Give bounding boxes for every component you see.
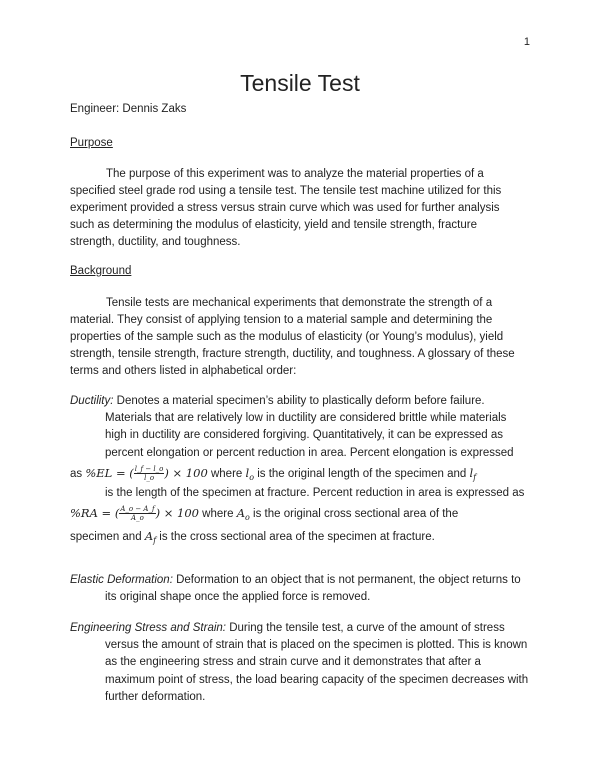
ductility-text-6: is the cross sectional area of the specimen at fracture.: [159, 531, 435, 544]
ductility-text-2: is the original length of the specimen and: [257, 467, 467, 480]
ra-numerator: A_o − A_f: [120, 505, 155, 514]
el-denominator: l_o: [144, 474, 155, 483]
elastic-term: Elastic Deformation:: [70, 574, 173, 586]
ductility-text-3: is the length of the specimen at fracture. Percent reduction in area is expressed as: [105, 486, 525, 499]
formula-line-el: [70, 462, 530, 485]
page-number: 1: [523, 36, 530, 48]
glossary-engineering: [70, 620, 530, 706]
background-heading: Background: [70, 265, 132, 277]
lo-symbol: l: [245, 465, 250, 480]
el-fraction: [134, 465, 165, 482]
ra-denominator: A_o: [131, 514, 144, 523]
glossary-elastic: [70, 572, 530, 606]
as-word: as: [70, 467, 83, 480]
ductility-text-5: specimen and: [70, 531, 142, 544]
formula-line-ra: [70, 502, 530, 525]
ra-lhs: %RA = (: [70, 506, 120, 521]
purpose-paragraph: [70, 166, 516, 251]
ao-subscript: o: [245, 513, 250, 523]
where-2: where: [202, 508, 234, 521]
ra-fraction: [119, 505, 155, 522]
ductility-text-4: is the original cross sectional area of the: [253, 508, 459, 521]
engineer-line: Engineer: Dennis Zaks: [70, 103, 187, 115]
af-symbol: A: [144, 529, 154, 544]
ductility-text-1: Denotes a material specimen’s ability to plastically deform before failure. Materials that are relatively low in ductility are considered brittle while materials high in ductility are considered forgiving. Quantitatively, it can be expressed as percent elongation or percent reduction in area. Percent elongation is expressed: [105, 395, 514, 459]
el-lhs: %EL = (: [85, 465, 134, 480]
engineering-term: Engineering Stress and Strain:: [70, 622, 226, 634]
ductility-term: Ductility:: [70, 395, 114, 407]
elastic-text: Deformation to an object that is not permanent, the object returns to its original shape once the applied force is removed.: [105, 574, 521, 604]
af-subscript: f: [153, 536, 157, 546]
engineering-text: During the tensile test, a curve of the amount of stress versus the amount of strain that is placed on the specimen is plotted. This is known as the engineering stress and strain curve and it demonstrates that after a maximum point of stress, the load bearing capacity of the specimen decreases with further deformation.: [105, 622, 529, 703]
purpose-heading: Purpose: [70, 137, 113, 149]
where-1: where: [210, 467, 243, 480]
el-numerator: l_f − l_o: [134, 465, 164, 474]
lf-subscript: f: [473, 472, 477, 482]
background-paragraph: [70, 295, 516, 380]
background-text: Tensile tests are mechanical experiments that demonstrate the strength of a material. They consist of applying tension to a material sample and determining the properties of the sample such as the modulus of elasticity (or Young’s modulus), yield strength, tensile strength, fracture strength, ductility, and toughness. A glossary of these terms and others listed in alphabetical order:: [70, 297, 515, 378]
ra-rhs: ) × 100: [155, 506, 199, 521]
page-title: Tensile Test: [240, 70, 360, 96]
ao-symbol: A: [236, 506, 245, 521]
glossary-ductility: [70, 393, 530, 548]
el-rhs: ) × 100: [164, 465, 208, 480]
formula-line-af: [70, 525, 530, 548]
purpose-text: The purpose of this experiment was to analyze the material properties of a specified steel grade rod using a tensile test. The tensile test machine utilized for this experiment provided a stress versus strain curve which was used for further analysis such as determining the modulus of elasticity, yield and tensile strength, fracture strength, ductility, and toughness.: [70, 168, 502, 249]
lo-subscript: o: [249, 472, 255, 482]
lf-symbol: l: [469, 465, 474, 480]
